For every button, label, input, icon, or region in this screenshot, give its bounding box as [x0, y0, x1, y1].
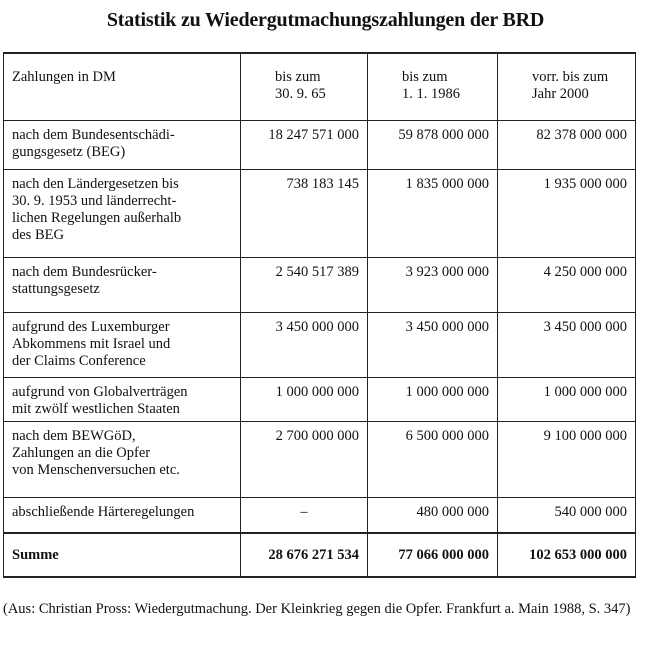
table-cell: 1 000 000 000 — [498, 377, 636, 421]
sum-cell: 102 653 000 000 — [498, 533, 636, 577]
row-label: nach dem BEWGöD, Zahlungen an die Opfer von Menschenversuchen etc. — [4, 421, 241, 497]
table-cell: 6 500 000 000 — [368, 421, 498, 497]
sum-cell: 28 676 271 534 — [241, 533, 368, 577]
row-label: nach dem Bundesrücker- stattungsgesetz — [4, 257, 241, 312]
table-cell: 3 450 000 000 — [368, 312, 498, 377]
table-cell: 738 183 145 — [241, 169, 368, 257]
table-row — [4, 497, 636, 533]
table-row — [4, 377, 636, 421]
table-cell: 540 000 000 — [498, 497, 636, 533]
table-cell: 59 878 000 000 — [368, 120, 498, 169]
table-row — [4, 120, 636, 169]
source-citation: (Aus: Christian Pross: Wiedergutmachung. Der Kleinkrieg gegen die Opfer. Frankfurt a. Main 1988, S. 347) — [3, 601, 631, 617]
table-cell: – — [241, 497, 368, 533]
table-cell: 1 935 000 000 — [498, 169, 636, 257]
column-header: bis zum 1. 1. 1986 — [368, 53, 498, 120]
column-header: Zahlungen in DM — [4, 53, 241, 120]
table-cell: 3 450 000 000 — [498, 312, 636, 377]
table-cell: 9 100 000 000 — [498, 421, 636, 497]
table-cell: 1 835 000 000 — [368, 169, 498, 257]
page-title: Statistik zu Wiedergutmachungszahlungen der BRD — [106, 9, 545, 31]
table-row — [4, 257, 636, 312]
table-cell: 18 247 571 000 — [241, 120, 368, 169]
row-label: aufgrund von Globalverträgen mit zwölf westlichen Staaten — [4, 377, 241, 421]
table-cell: 1 000 000 000 — [241, 377, 368, 421]
row-label: aufgrund des Luxemburger Abkommens mit Israel und der Claims Conference — [4, 312, 241, 377]
sum-label: Summe — [4, 533, 241, 577]
table-row — [4, 312, 636, 377]
table-cell: 82 378 000 000 — [498, 120, 636, 169]
table-cell: 4 250 000 000 — [498, 257, 636, 312]
table-cell: 2 700 000 000 — [241, 421, 368, 497]
row-label: abschließende Härteregelungen — [4, 497, 241, 533]
sum-row — [4, 533, 636, 577]
statistics-table — [3, 52, 636, 578]
row-label: nach dem Bundesentschädi- gungsgesetz (BEG) — [4, 120, 241, 169]
table-cell: 1 000 000 000 — [368, 377, 498, 421]
table-cell: 2 540 517 389 — [241, 257, 368, 312]
column-header: vorr. bis zum Jahr 2000 — [498, 53, 636, 120]
column-header: bis zum 30. 9. 65 — [241, 53, 368, 120]
table-cell: 480 000 000 — [368, 497, 498, 533]
table-cell: 3 450 000 000 — [241, 312, 368, 377]
sum-cell: 77 066 000 000 — [368, 533, 498, 577]
row-label: nach den Ländergesetzen bis 30. 9. 1953 und länderrecht- lichen Regelungen außerhalb des BEG — [4, 169, 241, 257]
table-row — [4, 421, 636, 497]
table-header-row — [4, 53, 636, 120]
table-cell: 3 923 000 000 — [368, 257, 498, 312]
table-row — [4, 169, 636, 257]
